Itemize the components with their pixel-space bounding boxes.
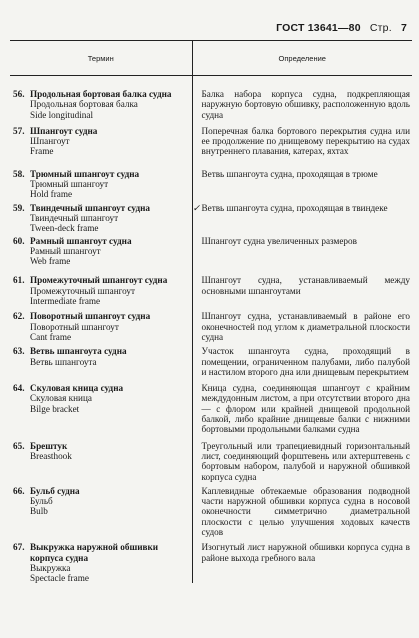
definition-cell [192, 120, 412, 157]
page-header [270, 22, 407, 34]
term-name: Поворотный шпангоут судна [30, 311, 151, 322]
term-synonym: Трюмный шпангоут [30, 179, 109, 190]
table-row [10, 234, 412, 267]
term-number: 63. [13, 346, 25, 357]
definition-cell [192, 200, 412, 234]
term-cell [10, 306, 192, 342]
definition-cell [192, 435, 412, 482]
term-synonym: Рамный шпангоут [30, 245, 101, 256]
term-name: Промежуточный шпангоут судна [30, 275, 168, 286]
term-cell [10, 377, 192, 434]
term-synonym: Выкружка [30, 562, 71, 573]
definition-text: Ветвь шпангоута судна, проходящая в трюме [201, 168, 378, 179]
term-cell [10, 266, 192, 306]
term-name: Выкружка наружной обшивки корпуса судна [30, 542, 159, 563]
term-name: Шпангоут судна [30, 125, 98, 136]
definition-text: Треугольный или трапециевидный горизонтальный лист, соединяющий форштевень или ахтерштевень с бортовым набором, палубой и наружной обшивкой корпуса судна [201, 440, 410, 482]
definition-cell [192, 76, 412, 120]
term-synonym: Промежуточный шпангоут [30, 285, 136, 296]
table-body [10, 76, 412, 584]
table-row [10, 157, 412, 200]
term-synonym: Cant frame [30, 331, 72, 342]
term-number: 56. [13, 89, 25, 99]
table-row [10, 342, 412, 377]
term-name: Трюмный шпангоут судна [30, 168, 140, 179]
definition-text: Участок шпангоута судна, проходящий в помещении, ограниченном палубами, либо палубой и настилом второго дна или днищевым перекрытием [201, 346, 410, 377]
definition-cell [192, 266, 412, 306]
term-number: 59. [13, 202, 25, 213]
term-name: Рамный шпангоут судна [30, 235, 132, 246]
term-cell [10, 76, 192, 120]
term-name: Брештук [30, 440, 68, 451]
definition-text: Кница судна, соединяющая шпангоут с крайним междудонным листом, а при отсутствии второго дна — с флором или крайней днищевой продольной балкой, либо крайние днищевые балки с нижними бортовыми продольными балками судна [201, 383, 410, 435]
term-synonym: Hold frame [30, 189, 73, 200]
term-cell [10, 482, 192, 537]
standard-code: ГОСТ 13641—80 [276, 22, 361, 34]
term-synonym: Breasthook [30, 450, 72, 461]
term-number: 64. [13, 383, 25, 394]
table-row [10, 377, 412, 434]
definition-cell [192, 482, 412, 537]
term-number: 57. [13, 125, 25, 136]
definition-text: Каплевидные обтекаемые образования подводной части наружной обшивки корпуса судна в носовой оконечности симметрично диаметральной плоскости с целью улучшения ходовых качеств судов [201, 485, 410, 537]
term-column-header: Термин [10, 41, 192, 76]
term-synonym: Web frame [30, 256, 71, 267]
definition-cell [192, 306, 412, 342]
term-number: 61. [13, 275, 25, 286]
term-cell [10, 157, 192, 200]
definition-cell [192, 234, 412, 267]
table-row [10, 537, 412, 583]
term-synonym: Spectacle frame [30, 573, 89, 584]
page-number: 7 [400, 22, 407, 34]
term-name: Продольная бортовая балка судна [30, 89, 172, 99]
term-cell [10, 537, 192, 583]
term-cell [10, 342, 192, 377]
term-synonym: Bilge bracket [30, 403, 80, 414]
term-number: 60. [13, 235, 25, 246]
definition-text: Изогнутый лист наружной обшивки корпуса судна в районе выхода гребного вала [201, 542, 410, 563]
definition-cell [192, 537, 412, 583]
check-mark-icon: ✓ [192, 202, 201, 213]
term-name: Скуловая кница судна [30, 383, 124, 394]
term-synonym: Frame [30, 146, 54, 157]
table-row [10, 435, 412, 482]
definition-text: Шпангоут судна, устанавливаемый между основными шпангоутами [201, 275, 410, 296]
page-label: Стр. [369, 22, 392, 34]
term-cell [10, 234, 192, 267]
definition-cell [192, 157, 412, 200]
term-cell [10, 120, 192, 157]
table-row [10, 482, 412, 537]
term-cell [10, 435, 192, 482]
definition-text: Шпангоут судна, устанавливаемый в районе его оконечностей под углом к диаметральной плоскости судна [201, 311, 410, 342]
definition-column-header: Определение [192, 41, 412, 76]
term-synonym: Поворотный шпангоут [30, 321, 119, 332]
term-synonym: Ветвь шпангоута [30, 356, 97, 367]
table-header-row [10, 41, 412, 76]
term-name: Бульб судна [30, 485, 80, 496]
term-number: 58. [13, 168, 25, 179]
term-number: 66. [13, 485, 25, 496]
term-synonym: Side longitudinal [30, 109, 94, 120]
table-row [10, 306, 412, 342]
term-synonym: Твиндечный шпангоут [30, 212, 119, 223]
definition-text: Шпангоут судна увеличенных размеров [201, 235, 357, 246]
definition-cell [192, 342, 412, 377]
terms-table [10, 40, 412, 583]
table-row [10, 266, 412, 306]
definition-text: Балка набора корпуса судна, подкрепляющая наружную бортовую обшивку, расположенную вдоль судна [201, 89, 410, 120]
term-synonym: Шпангоут [30, 136, 70, 147]
definition-cell [192, 377, 412, 434]
term-synonym: Intermediate frame [30, 296, 101, 307]
term-name: Ветвь шпангоута судна [30, 346, 127, 357]
term-synonym: Скуловая кница [30, 393, 92, 404]
term-synonym: Бульб [30, 496, 53, 507]
definition-text: Поперечная балка бортового перекрытия судна или ее продолжение по днищевому перекрытию на судах внутреннего плавания, катерах, яхтах [201, 125, 410, 157]
table-row [10, 200, 412, 234]
term-name: Твиндечный шпангоут судна [30, 202, 150, 213]
term-synonym: Bulb [30, 506, 48, 517]
term-number: 62. [13, 311, 25, 322]
term-cell [10, 200, 192, 234]
term-number: 65. [13, 440, 25, 451]
term-synonym: Продольная бортовая балка [30, 99, 138, 110]
term-synonym: Tween-deck frame [30, 223, 99, 234]
term-number: 67. [13, 542, 25, 553]
definition-text: Ветвь шпангоута судна, проходящая в твиндеке [201, 202, 388, 213]
table-row [10, 76, 412, 120]
table-row [10, 120, 412, 157]
